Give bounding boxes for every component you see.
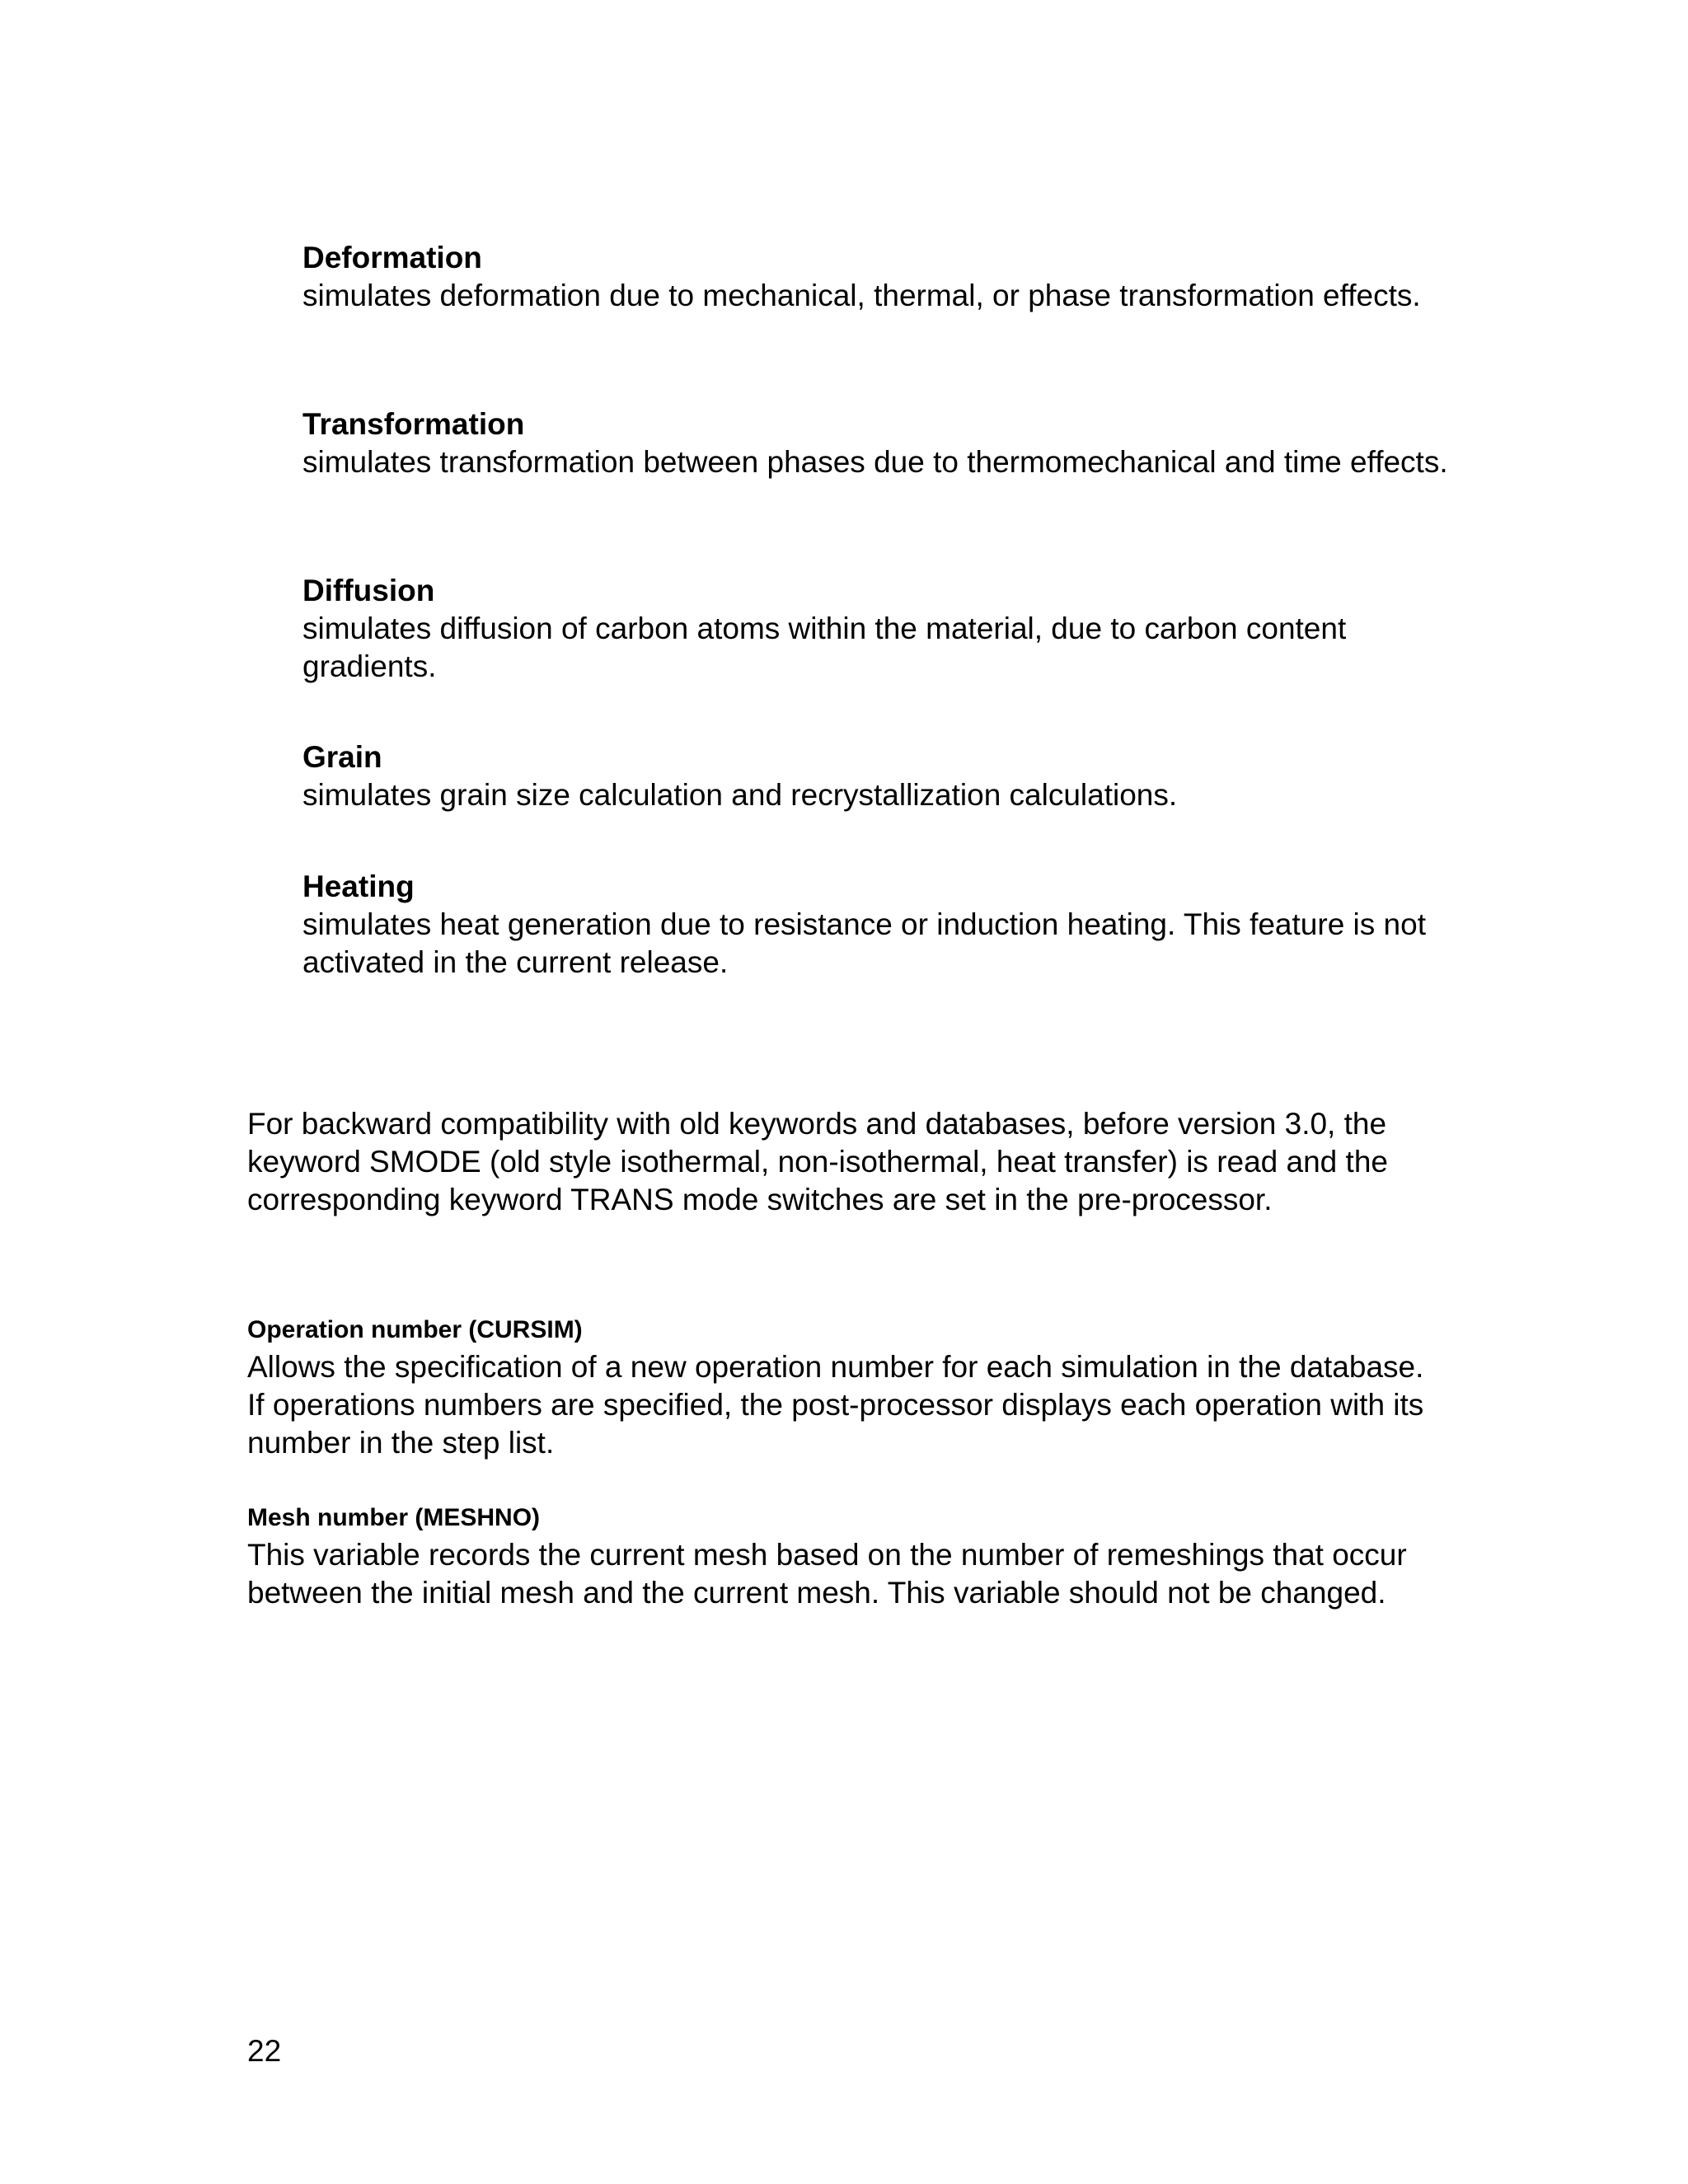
term-description: simulates heat generation due to resistance or induction heating. This feature is not activated in the current release.: [302, 907, 1426, 979]
mode-grain: [302, 738, 1456, 814]
term-heading: Deformation: [302, 241, 482, 274]
mode-heating: [302, 868, 1456, 982]
mode-diffusion: [302, 572, 1456, 686]
term-description: simulates deformation due to mechanical, thermal, or phase transformation effects.: [302, 279, 1421, 312]
mesh-number-heading: Mesh number (MESHNO): [247, 1504, 541, 1531]
mode-transformation: [302, 405, 1456, 481]
term-description: simulates diffusion of carbon atoms within the material, due to carbon content gradients.: [302, 612, 1347, 683]
term-heading: Heating: [302, 869, 415, 903]
mesh-number-text: This variable records the current mesh based on the number of remeshings that occur between the initial mesh and the current mesh. This variable should not be changed.: [247, 1538, 1407, 1610]
operation-number-heading: Operation number (CURSIM): [247, 1316, 583, 1343]
term-description: simulates grain size calculation and recrystallization calculations.: [302, 778, 1178, 812]
page-number: 22: [247, 2034, 282, 2068]
backward-compatibility-paragraph: For backward compatibility with old keywords and databases, before version 3.0, the keyword SMODE (old style isothermal, non-isothermal, heat transfer) is read and the corresponding keyword TRANS mode switches are set in the pre-processor.: [247, 1107, 1388, 1216]
term-heading: Transformation: [302, 407, 525, 441]
term-description: simulates transformation between phases due to thermomechanical and time effects.: [302, 445, 1448, 479]
term-heading: Diffusion: [302, 574, 435, 607]
term-heading: Grain: [302, 740, 382, 774]
operation-number-text: Allows the specification of a new operation number for each simulation in the database. If operations numbers are specified, the post-processor displays each operation with its number in the step list.: [247, 1350, 1424, 1460]
mode-deformation: [302, 239, 1456, 315]
